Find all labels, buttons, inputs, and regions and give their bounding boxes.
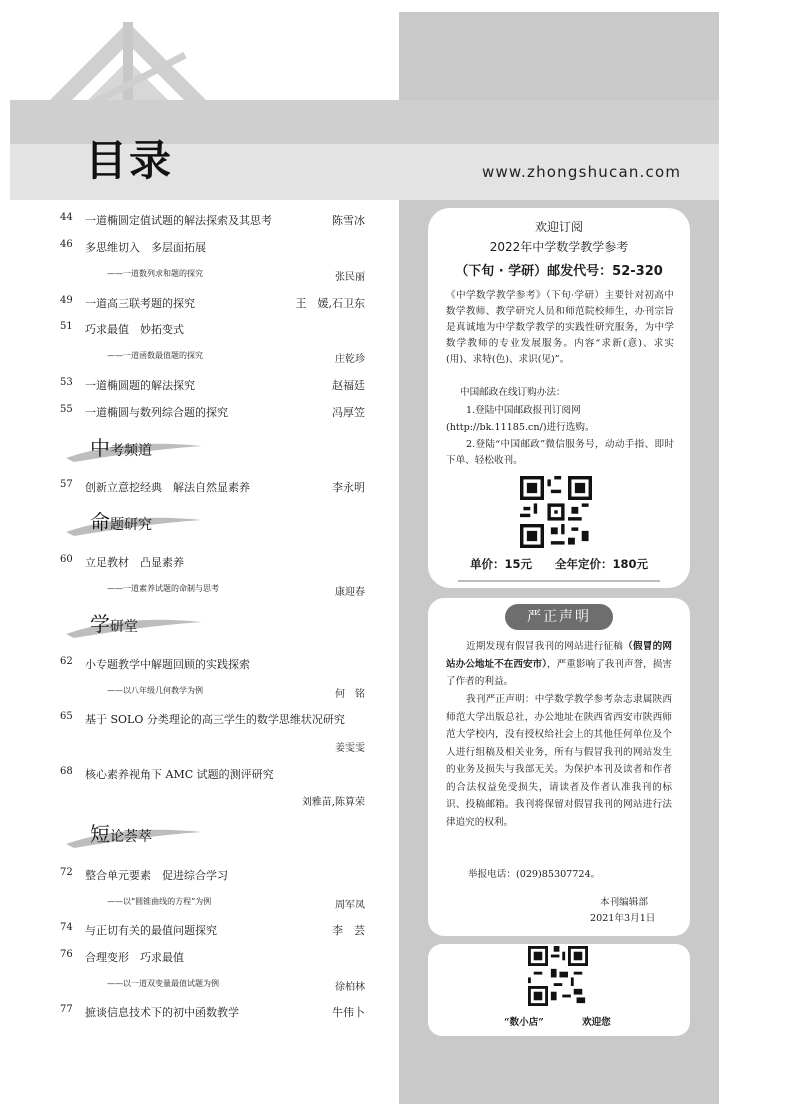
article-author: 徐柏林 — [335, 982, 365, 993]
page-number: 76 — [60, 949, 73, 960]
article-title: 一道椭圆与数列综合题的探究 — [85, 406, 228, 419]
toc-subtitle-row — [107, 350, 365, 365]
page-number: 51 — [60, 321, 73, 332]
section-header-zhongkao — [64, 432, 204, 464]
page-number: 49 — [60, 295, 73, 306]
roof-graphic — [0, 0, 300, 110]
article-author: 姜雯雯 — [335, 743, 365, 754]
article-subtitle: ——以一道双变量最值试题为例 — [107, 979, 219, 988]
page-number: 46 — [60, 239, 73, 250]
toc-subtitle-row — [107, 978, 365, 993]
notice-title-badge: 严正声明 — [505, 604, 613, 630]
page-number: 55 — [60, 404, 73, 415]
article-title: 多思维切入 多层面拓展 — [85, 241, 206, 254]
notice-paragraph-2: 我刊严正声明：中学数学教学参考杂志隶属陕西师范大学出版总社，办公地址在陕西省西安市陕西师范大学校内，没有授权给社会上的其他任何单位及个人进行组稿及相关业务，所有与假冒我刊的网站发生的业务及损失与我部无关。为保护本刊及读者和作者的合法权益免受损失，请读者及作者认准我刊的标识、投稿邮箱。我刊将保留对假冒我刊的网站进行法律追究的权利。 — [446, 694, 672, 828]
article-author: 庄乾珍 — [335, 354, 365, 365]
page-number: 77 — [60, 1004, 73, 1015]
page-number: 65 — [60, 711, 73, 722]
article-title: 一道椭圆题的解法探究 — [85, 379, 195, 392]
notice-hotline: 举报电话：(029)85307724。 — [468, 869, 601, 880]
article-title: 小专题教学中解题回顾的实践探索 — [85, 658, 250, 671]
toc-subtitle-row — [107, 896, 365, 911]
section-header-duanlun — [64, 818, 204, 850]
article-author: 李永明 — [332, 481, 365, 494]
article-author: 李 芸 — [332, 924, 365, 937]
article-title: 巧求最值 妙拓变式 — [85, 323, 184, 336]
article-title: 摭谈信息技术下的初中函数教学 — [85, 1006, 239, 1019]
shop-qr-code-icon[interactable] — [528, 946, 588, 1006]
page-number: 60 — [60, 554, 73, 565]
website-url: www.zhongshucan.com — [482, 163, 682, 181]
article-title: 核心素养视角下 AMC 试题的测评研究 — [85, 768, 274, 781]
notice-date: 2021年3月1日 — [590, 913, 656, 924]
article-author: 康迎春 — [335, 587, 365, 598]
article-author: 何 铭 — [335, 689, 365, 700]
article-author: 牛伟卜 — [332, 1006, 365, 1019]
promo-welcome: 欢迎订阅 — [534, 220, 583, 234]
page-number: 57 — [60, 479, 73, 490]
subscription-card — [428, 208, 690, 588]
section-title: 命题研究 — [90, 510, 152, 534]
page-number: 44 — [60, 212, 73, 223]
article-author: 陈雪冰 — [332, 214, 365, 227]
page-number: 62 — [60, 656, 73, 667]
article-subtitle: ——一道数列求和题的探究 — [107, 269, 203, 278]
promo-journal-year: 2022年中学数学教学参考 — [489, 240, 629, 254]
promo-postal-code: （下旬 · 学研）邮发代号：52-320 — [455, 264, 663, 279]
notice-signer: 本刊编辑部 — [600, 897, 648, 908]
divider — [458, 580, 660, 582]
article-title: 与正切有关的最值问题探究 — [85, 924, 217, 937]
shop-card — [428, 944, 690, 1036]
section-title: 中考频道 — [90, 436, 152, 460]
promo-method-1-url[interactable]: (http://bk.11185.cn/)进行选购。 — [446, 422, 595, 433]
article-title: 一道椭圆定值试题的解法探索及其思考 — [85, 214, 272, 227]
article-author: 王 媛,石卫东 — [295, 297, 365, 310]
article-subtitle: ——以“圆锥曲线的方程”为例 — [107, 897, 212, 906]
article-title: 立足教材 凸显素养 — [85, 556, 184, 569]
promo-intro: 《中学数学教学参考》（下旬·学研）主要针对初高中数学教师、教学研究人员和师范院校师生，办刊宗旨是真诚地为中学数学教学的实践性研究服务，为中学数学教师的专业发展服务。内容“求新(意)、求实(用)、求特(色)、求识(见)”。 — [446, 290, 674, 365]
article-author: 冯厚笠 — [332, 406, 365, 419]
shop-name[interactable]: “数小店” — [504, 1017, 544, 1028]
toc-subtitle-row — [107, 685, 365, 700]
qr-code-icon[interactable] — [520, 476, 592, 548]
section-header-mingti — [64, 506, 204, 538]
page-number: 68 — [60, 766, 73, 777]
page-number: 72 — [60, 867, 73, 878]
shop-welcome: 欢迎您 — [582, 1017, 611, 1028]
article-title: 基于 SOLO 分类理论的高三学生的数学思维状况研究 — [85, 713, 345, 726]
promo-method-1[interactable]: 1.登陆中国邮政报刊订阅网 — [466, 405, 581, 416]
article-subtitle: ——一道素养试题的命制与思考 — [107, 584, 219, 593]
article-author: 刘雅苗,陈算荣 — [301, 797, 365, 808]
section-title: 学研堂 — [90, 612, 138, 636]
promo-price: 单价：15元 全年定价：180元 — [469, 557, 648, 571]
article-author: 张民丽 — [335, 272, 365, 283]
article-author: 赵福廷 — [332, 379, 365, 392]
notice-card — [428, 598, 690, 936]
article-title: 一道高三联考题的探究 — [85, 297, 195, 310]
toc-subtitle-row — [107, 583, 365, 598]
article-title: 整合单元要素 促进综合学习 — [85, 869, 228, 882]
article-title: 创新立意挖经典 解法自然显素养 — [85, 481, 250, 494]
promo-method-2: 2.登陆“中国邮政”微信服务号，动动手指、即时下单、轻松收刊。 — [446, 439, 674, 466]
page-title: 目录 — [85, 136, 174, 185]
promo-methods-title: 中国邮政在线订购办法： — [460, 387, 566, 398]
article-title: 合理变形 巧求最值 — [85, 951, 184, 964]
article-subtitle: ——一道函数最值题的探究 — [107, 351, 203, 360]
notice-paragraph-1: 近期发现有假冒我刊的网站进行征稿（假冒的网站办公地址不在西安市），严重影响了我刊声誉，损害了作者的利益。 — [446, 641, 673, 687]
page-number: 53 — [60, 377, 73, 388]
page-number: 74 — [60, 922, 73, 933]
article-author: 周军凤 — [335, 900, 365, 911]
section-title: 短论荟萃 — [90, 822, 152, 846]
toc-subtitle-row — [107, 268, 365, 283]
article-subtitle: ——以八年级几何教学为例 — [107, 686, 203, 695]
section-header-xueyantang — [64, 608, 204, 640]
